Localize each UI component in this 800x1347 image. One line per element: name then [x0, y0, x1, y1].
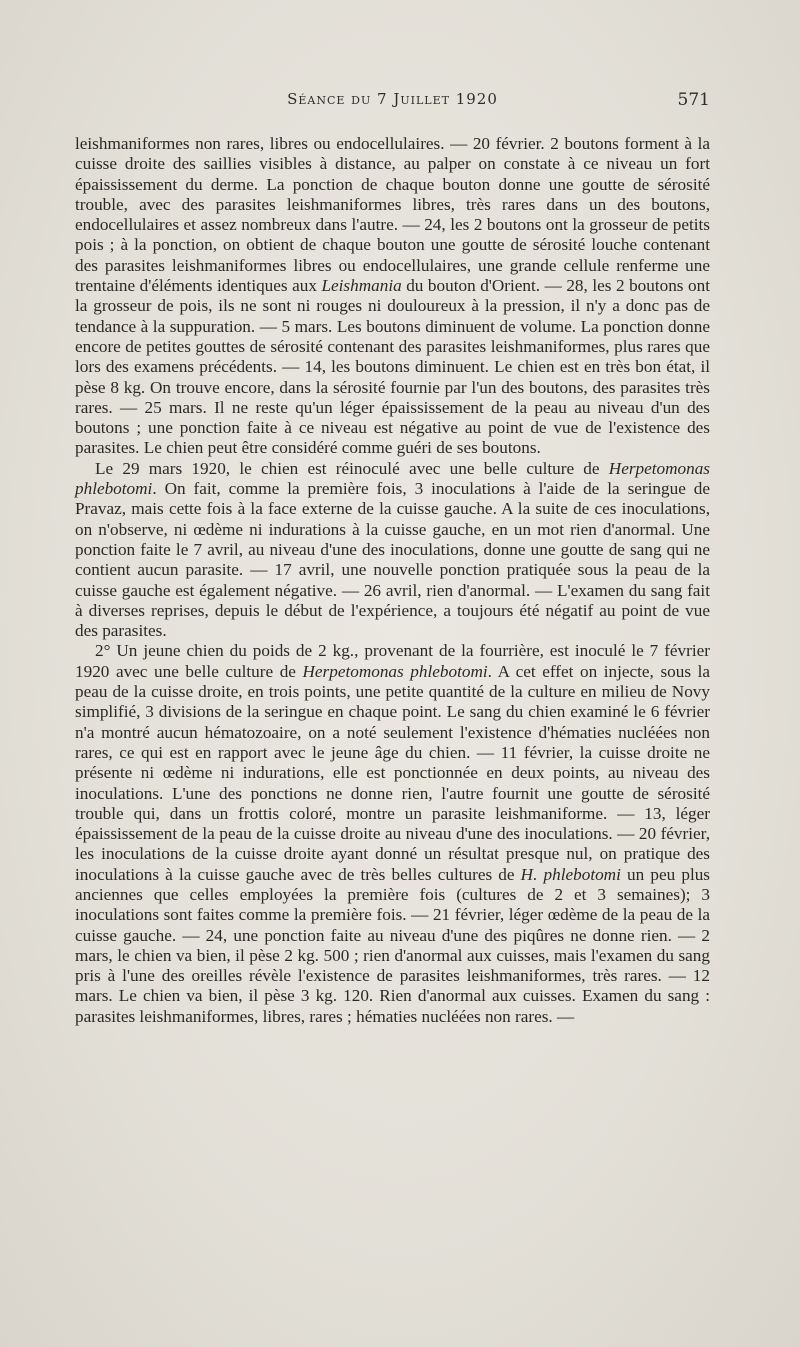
paragraph-segment: Le 29 mars 1920, le chien est réinoculé avec une belle culture de [95, 458, 609, 478]
body-text [75, 134, 710, 1027]
paragraph-segment: . On fait, comme la première fois, 3 inoculations à l'aide de la seringue de Pravaz, mais cette fois à la face externe de la cuisse gauche. A la suite de ces inoculations, on n'observe, ni œdème ni indurations à la cuisse gauche, en un mot rien d'anormal. Une ponction faite le 7 avril, au niveau d'une des inoculations, donne une goutte de sang qui ne contient aucun parasite. — 17 avril, une nouvelle ponction pratiquée sous la peau de la cuisse gauche est également négative. — 26 avril, rien d'anormal. — L'examen du sang fait à diverses reprises, depuis le début de l'expérience, a toujours été négatif au point de vue des parasites. [75, 479, 710, 641]
italic-term: Herpetomonas phlebotomi [302, 661, 488, 681]
paragraph-2 [75, 459, 710, 642]
paragraph-segment: leishmaniformes non rares, libres ou endocellulaires. — 20 février. 2 boutons forment à la cuisse droite des saillies visibles à distance, au palper on constate à ce niveau un fort épaississement du derme. La ponction de chaque bouton donne une goutte de sérosité trouble, avec des parasites leishmaniformes libres, très rares dans un des boutons, endocellulaires et assez nombreux dans l'autre. — 24, les 2 boutons ont la grosseur de petits pois ; à la ponction, on obtient de chaque bouton une goutte de sérosité louche contenant des parasites leishmaniformes libres ou endocellulaires, une grande cellule renferme une trentaine d'éléments identiques aux [75, 134, 710, 296]
page-number: 571 [677, 90, 710, 110]
paragraph-segment: . A cet effet on injecte, sous la peau de la cuisse droite, en trois points, une petite quantité de la culture en milieu de Novy simplifié, 3 divisions de la seringue en chaque point. Le sang du chien examiné le 6 février n'a montré aucun hématozoaire, on a noté seulement l'existence d'hématies nucléées non rares, ce qui est en rapport avec le jeune âge du chien. — 11 février, la cuisse droite ne présente ni œdème ni indurations, elle est ponctionnée en deux points, au niveau des inoculations. L'une des ponctions ne donne rien, l'autre fournit une goutte de sérosité trouble qui, dans un frottis coloré, montre un parasite leishmaniforme. — 13, léger épaississement de la peau de la cuisse droite au niveau d'une des inoculations. — 20 février, les inoculations de la cuisse droite ayant donné un résultat presque nul, on pratique des inoculations à la cuisse gauche avec de très belles cultures de [75, 661, 710, 884]
italic-term: Leishmania [321, 276, 402, 296]
page-header [75, 90, 710, 116]
italic-term: H. phlebotomi [520, 864, 621, 884]
paragraph-3 [75, 641, 710, 1027]
italic-term: Herpetomonas phlebotomi [75, 458, 710, 499]
paragraph-segment: 2° Un jeune chien du poids de 2 kg., provenant de la fourrière, est inoculé le 7 février 1920 avec une belle culture de [75, 641, 710, 681]
running-head: Séance du 7 Juillet 1920 [287, 90, 498, 108]
paragraph-segment: du bouton d'Orient. — 28, les 2 boutons ont la grosseur de pois, ils ne sont ni rouges ni douloureux à la pression, il n'y a donc pas de tendance à la suppuration. — 5 mars. Les boutons diminuent de volume. La ponction donne encore de petites gouttes de sérosité contenant des parasites leishmaniformes, plus rares que lors des examens précédents. — 14, les boutons diminuent. Le chien est en très bon état, il pèse 8 kg. On trouve encore, dans la sérosité fournie par l'un des boutons, des parasites très rares. — 25 mars. Il ne reste qu'un léger épaississement de la peau au niveau d'un des boutons ; une ponction faite à ce niveau est négative au point de vue de l'existence des parasites. Le chien peut être considéré comme guéri de ses boutons. [75, 276, 710, 458]
paragraph-segment: un peu plus anciennes que celles employées la première fois (cultures de 2 et 3 semaines); 3 inoculations sont faites comme la première fois. — 21 février, léger œdème de la peau de la cuisse gauche. — 24, une ponction faite au niveau d'une des piqûres ne donne rien. — 2 mars, le chien va bien, il pèse 2 kg. 500 ; rien d'anormal aux cuisses, mais l'examen du sang pris à l'une des oreilles révèle l'existence de parasites leishmaniformes, très rares. — 12 mars. Le chien va bien, il pèse 3 kg. 120. Rien d'anormal aux cuisses. Examen du sang : parasites leishmaniformes, libres, rares ; hématies nucléées non rares. — [75, 864, 710, 1026]
paragraph-1 [75, 134, 710, 459]
